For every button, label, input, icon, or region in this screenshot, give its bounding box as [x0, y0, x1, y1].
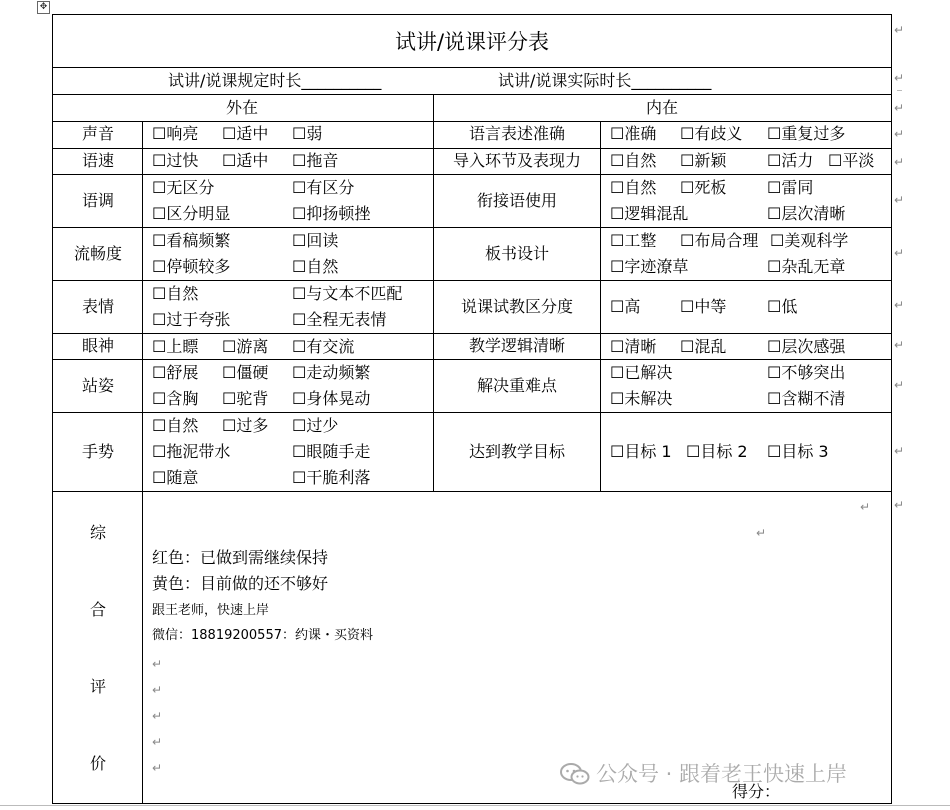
option-gesture-eyes-follow[interactable]: ☐眼随手走 [292, 442, 371, 461]
option-goal-2[interactable]: ☐目标 2 [686, 442, 748, 461]
paragraph-mark-icon: ↵ [894, 338, 905, 352]
option-fluency-reading[interactable]: ☐看稿频繁 [152, 231, 231, 250]
outer-label-eyes: 眼神 [81, 336, 115, 355]
outer-label-intonation: 语调 [81, 191, 115, 210]
option-expression-blank[interactable]: ☐全程无表情 [292, 310, 387, 329]
paragraph-mark-icon: ↵ [894, 127, 905, 141]
paragraph-mark-icon: ↵ [894, 498, 905, 512]
option-intro-lively[interactable]: ☐活力 [767, 151, 814, 170]
outer-label-voice: 声音 [81, 124, 115, 143]
option-intonation-flat[interactable]: ☐无区分 [152, 178, 215, 197]
option-intro-novel[interactable]: ☐新颖 [680, 151, 727, 170]
option-intro-natural[interactable]: ☐自然 [610, 151, 657, 170]
option-eyes-wander[interactable]: ☐游离 [222, 337, 269, 356]
option-gesture-sluggish[interactable]: ☐拖泥带水 [152, 442, 231, 461]
option-fluency-pauses[interactable]: ☐停顿较多 [152, 257, 231, 276]
option-speed-moderate[interactable]: ☐适中 [222, 151, 269, 170]
section-outer-header: 外在 [225, 98, 259, 117]
paragraph-mark-icon: ↵ [152, 657, 163, 671]
paragraph-mark-icon: ↵ [894, 444, 905, 458]
paragraph-mark-icon: ↵ [894, 155, 905, 169]
option-intonation-cadenced[interactable]: ☐抑扬顿挫 [292, 204, 371, 223]
option-gesture-natural[interactable]: ☐自然 [152, 416, 199, 435]
paragraph-mark-icon: ↵ [894, 298, 905, 312]
option-intro-plain[interactable]: ☐平淡 [828, 151, 875, 170]
summary-label-char-4: 价 [89, 754, 107, 773]
option-posture-pacing[interactable]: ☐走动频繁 [292, 363, 371, 382]
outer-label-expression: 表情 [81, 297, 115, 316]
option-intonation-distinct[interactable]: ☐区分明显 [152, 204, 231, 223]
summary-line-4: 微信：18819200557：约课・买资料 [152, 628, 373, 643]
option-gesture-few[interactable]: ☐过少 [292, 416, 339, 435]
paragraph-mark-icon: ↵ [152, 761, 163, 775]
wechat-icon [560, 763, 590, 785]
inner-label-transition: 衔接语使用 [476, 191, 558, 210]
option-fluency-reread[interactable]: ☐回读 [292, 231, 339, 250]
table-move-handle-icon[interactable]: ✥ [37, 1, 50, 14]
option-difficulty-vague[interactable]: ☐含糊不清 [767, 389, 846, 408]
paragraph-mark-icon: ↵ [894, 101, 905, 115]
summary-red-note: 红色：已做到需继续保持 [152, 548, 329, 567]
section-inner-header: 内在 [645, 98, 679, 117]
option-board-scrawl[interactable]: ☐字迹潦草 [610, 257, 689, 276]
option-posture-stiff[interactable]: ☐僵硬 [222, 363, 269, 382]
inner-label-accuracy: 语言表述准确 [468, 124, 566, 143]
option-expression-natural[interactable]: ☐自然 [152, 284, 199, 303]
summary-label-char-3: 评 [89, 677, 107, 696]
inner-label-difficulty: 解决重难点 [476, 376, 558, 395]
option-logic-clear[interactable]: ☐清晰 [610, 337, 657, 356]
actual-duration-label: 试讲/说课实际时长__________ [498, 71, 712, 90]
option-goal-3[interactable]: ☐目标 3 [767, 442, 829, 461]
score-sheet [52, 14, 892, 804]
option-fluency-natural[interactable]: ☐自然 [292, 257, 339, 276]
summary-label-char-2: 合 [89, 600, 107, 619]
option-eyes-up[interactable]: ☐上瞟 [152, 337, 199, 356]
option-transition-chaotic[interactable]: ☐逻辑混乱 [610, 204, 689, 223]
paragraph-mark-icon: ↵ [894, 193, 905, 207]
option-transition-same[interactable]: ☐雷同 [767, 178, 814, 197]
option-accuracy-repetitive[interactable]: ☐重复过多 [767, 124, 846, 143]
paragraph-mark-icon: ↵ [152, 735, 163, 749]
outer-label-posture: 站姿 [81, 376, 115, 395]
paragraph-mark-icon: ↵ [152, 683, 163, 697]
option-voice-moderate[interactable]: ☐适中 [222, 124, 269, 143]
option-board-layout[interactable]: ☐布局合理 [680, 231, 759, 250]
option-distinction-high[interactable]: ☐高 [610, 297, 641, 316]
paragraph-mark-icon: ↵ [894, 23, 905, 37]
paragraph-mark-icon: ↵ [894, 378, 905, 392]
paragraph-mark-icon: ↵ [894, 71, 905, 85]
inner-label-logic: 教学逻辑清晰 [468, 336, 566, 355]
option-board-beautiful[interactable]: ☐美观科学 [770, 231, 849, 250]
option-posture-sway[interactable]: ☐身体晃动 [292, 389, 371, 408]
planned-duration-label: 试讲/说课规定时长__________ [168, 71, 382, 90]
watermark: 公众号 · 跟着老王快速上岸 [560, 758, 847, 788]
summary-line-3: 跟王老师，快速上岸 [152, 603, 270, 618]
option-logic-confused[interactable]: ☐混乱 [680, 337, 727, 356]
paragraph-mark-icon: ↵ [756, 526, 767, 540]
summary-label-char-1: 综 [89, 523, 107, 542]
inner-label-goals: 达到教学目标 [468, 442, 566, 461]
option-speed-fast[interactable]: ☐过快 [152, 151, 199, 170]
option-board-neat[interactable]: ☐工整 [610, 231, 657, 250]
option-difficulty-weak[interactable]: ☐不够突出 [767, 363, 846, 382]
option-logic-layered[interactable]: ☐层次感强 [767, 337, 846, 356]
option-difficulty-unsolved[interactable]: ☐未解决 [610, 389, 673, 408]
inner-label-blackboard: 板书设计 [484, 244, 550, 263]
option-intonation-varied[interactable]: ☐有区分 [292, 178, 355, 197]
option-posture-hunch[interactable]: ☐驼背 [222, 389, 269, 408]
score-label: 得分： [732, 782, 781, 801]
paragraph-mark-icon: ↵ [860, 500, 871, 514]
option-distinction-medium[interactable]: ☐中等 [680, 297, 727, 316]
option-voice-loud[interactable]: ☐响亮 [152, 124, 199, 143]
option-transition-natural[interactable]: ☐自然 [610, 178, 657, 197]
outer-label-fluency: 流畅度 [73, 244, 123, 263]
option-posture-chest[interactable]: ☐含胸 [152, 389, 199, 408]
option-gesture-many[interactable]: ☐过多 [222, 416, 269, 435]
outer-label-gesture: 手势 [81, 442, 115, 461]
option-expression-exaggerated[interactable]: ☐过于夸张 [152, 310, 231, 329]
option-speed-drag[interactable]: ☐拖音 [292, 151, 339, 170]
option-accuracy-ambiguous[interactable]: ☐有歧义 [680, 124, 743, 143]
option-eyes-contact[interactable]: ☐有交流 [292, 337, 355, 356]
option-board-messy[interactable]: ☐杂乱无章 [767, 257, 846, 276]
outer-label-speed: 语速 [81, 151, 115, 170]
option-expression-mismatch[interactable]: ☐与文本不匹配 [292, 284, 403, 303]
option-goal-1[interactable]: ☐目标 1 [610, 442, 672, 461]
paragraph-mark-icon: ↵ [894, 246, 905, 260]
option-transition-layered[interactable]: ☐层次清晰 [767, 204, 846, 223]
option-difficulty-solved[interactable]: ☐已解决 [610, 363, 673, 382]
option-gesture-casual[interactable]: ☐随意 [152, 468, 199, 487]
summary-yellow-note: 黄色：目前做的还不够好 [152, 574, 329, 593]
option-accuracy-accurate[interactable]: ☐准确 [610, 124, 657, 143]
paragraph-mark-icon: ↵ [152, 709, 163, 723]
option-posture-open[interactable]: ☐舒展 [152, 363, 199, 382]
option-gesture-crisp[interactable]: ☐干脆利落 [292, 468, 371, 487]
option-voice-weak[interactable]: ☐弱 [292, 124, 323, 143]
option-transition-rigid[interactable]: ☐死板 [680, 178, 727, 197]
inner-label-intro: 导入环节及表现力 [452, 151, 582, 170]
inner-label-distinction: 说课试教区分度 [460, 297, 574, 316]
option-distinction-low[interactable]: ☐低 [767, 297, 798, 316]
page-title: 试讲/说课评分表 [394, 30, 550, 54]
